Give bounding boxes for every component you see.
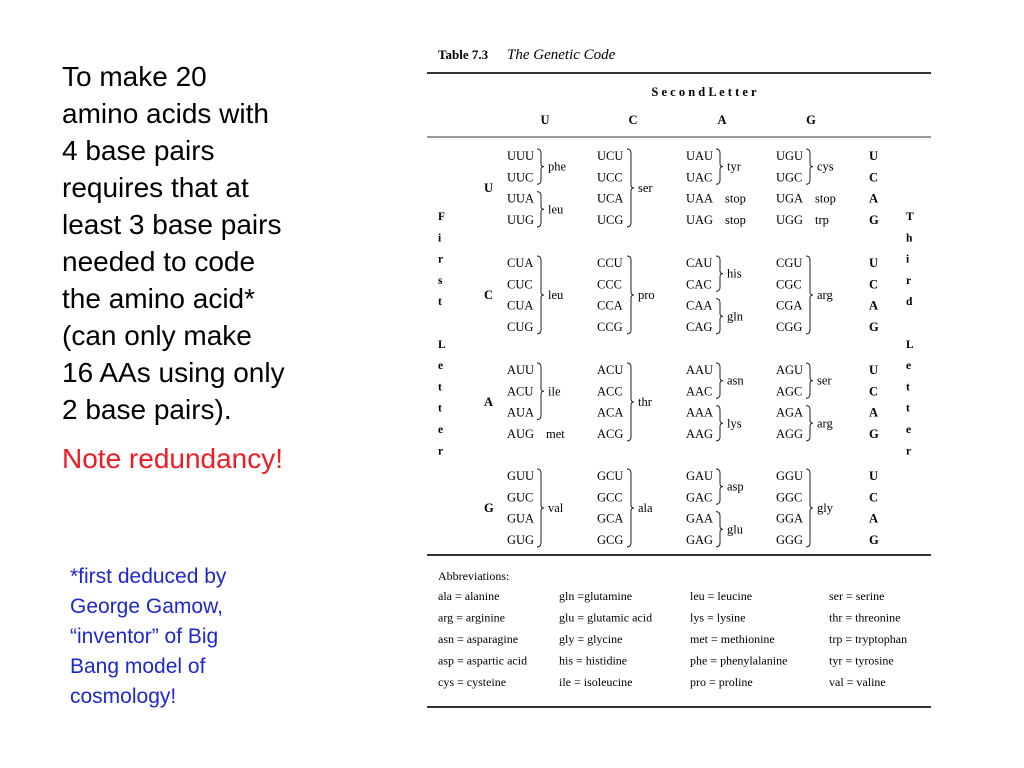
- first-letter-C: C: [484, 287, 494, 302]
- codon-GCU: GCU: [597, 469, 624, 483]
- codon-ACU: ACU: [507, 384, 534, 399]
- amino-acid-stop: stop: [815, 191, 836, 206]
- amino-acid-thr: thr: [638, 394, 652, 409]
- genetic-code-table: [424, 40, 939, 715]
- codon-ACA: ACA: [597, 405, 624, 420]
- codon-ACC: ACC: [597, 384, 623, 399]
- codon-UUA: UUA: [507, 191, 535, 206]
- codon-UGC: UGC: [776, 170, 803, 185]
- third-letter-side-label: t: [906, 402, 910, 415]
- codon-brace: [716, 149, 723, 184]
- codon-CAA: CAA: [686, 298, 713, 313]
- third-letter-side-label: r: [906, 445, 912, 458]
- codon-UGU: UGU: [776, 149, 804, 163]
- codon-UAG: UAG: [686, 212, 714, 227]
- abbreviation-entry: asn = asparagine: [438, 632, 519, 646]
- third-letter-A: A: [869, 191, 879, 206]
- main-line: requires that at: [62, 172, 249, 203]
- third-letter-side-label: d: [906, 296, 913, 309]
- codon-brace: [806, 363, 813, 398]
- main-line: the amino acid*: [62, 283, 256, 314]
- abbreviation-entry: tyr = tyrosine: [829, 653, 894, 668]
- codon-ACG: ACG: [597, 426, 624, 441]
- codon-brace: [537, 256, 544, 334]
- codon-CGG: CGG: [776, 319, 803, 334]
- codon-CCA: CCA: [597, 298, 623, 313]
- first-letter-side-label: s: [438, 274, 443, 287]
- second-letter-G: G: [806, 113, 816, 127]
- table-title: The Genetic Code: [507, 47, 616, 63]
- codon-CUC: CUC: [507, 277, 533, 292]
- first-letter-side-label: L: [438, 338, 446, 351]
- third-letter-side-label: e: [906, 424, 912, 436]
- third-letter-U: U: [869, 469, 879, 483]
- codon-brace: [716, 299, 723, 334]
- first-letter-G: G: [484, 500, 494, 515]
- amino-acid-gly: gly: [817, 500, 833, 515]
- third-letter-U: U: [869, 149, 879, 163]
- codon-UUU: UUU: [507, 149, 535, 163]
- amino-acid-glu: glu: [727, 522, 743, 537]
- codon-GUC: GUC: [507, 490, 534, 505]
- amino-acid-asp: asp: [727, 479, 744, 494]
- amino-acid-ala: ala: [638, 500, 653, 515]
- codon-UCC: UCC: [597, 170, 623, 185]
- third-letter-A: A: [869, 405, 879, 420]
- amino-acid-stop: stop: [725, 191, 746, 206]
- codon-UGA: UGA: [776, 191, 804, 206]
- amino-acid-cys: cys: [817, 159, 834, 174]
- codon-CCC: CCC: [597, 277, 623, 292]
- third-letter-G: G: [869, 212, 879, 227]
- note-redundancy: Note redundancy!: [62, 443, 284, 474]
- abbreviation-entry: pro = proline: [690, 675, 753, 689]
- first-letter-side-label: F: [438, 211, 446, 223]
- first-letter-side-label: t: [438, 296, 442, 309]
- codon-AAU: AAU: [686, 363, 714, 377]
- codon-GAA: GAA: [686, 511, 714, 526]
- main-line: 4 base pairs: [62, 135, 215, 166]
- amino-acid-gln: gln: [727, 309, 743, 324]
- codon-CUA: CUA: [507, 298, 534, 313]
- codon-UAA: UAA: [686, 191, 714, 206]
- third-letter-side-label: r: [906, 274, 912, 287]
- codon-UCG: UCG: [597, 212, 624, 227]
- amino-acid-leu: leu: [548, 287, 564, 302]
- third-letter-side-label: i: [906, 253, 910, 266]
- abbreviation-entry: gln =glutamine: [559, 589, 633, 603]
- codon-CGU: CGU: [776, 256, 803, 270]
- third-letter-C: C: [869, 490, 879, 505]
- codon-GGC: GGC: [776, 490, 803, 505]
- third-letter-side-label: T: [906, 211, 914, 223]
- amino-acid-phe: phe: [548, 159, 567, 174]
- abbreviation-entry: phe = phenylalanine: [690, 653, 788, 668]
- amino-acid-arg: arg: [817, 287, 833, 302]
- codon-brace: [716, 363, 723, 398]
- amino-acid-tyr: tyr: [727, 159, 741, 174]
- codon-brace: [537, 149, 544, 184]
- codon-CAG: CAG: [686, 319, 713, 334]
- codon-GCA: GCA: [597, 511, 624, 526]
- codon-GGU: GGU: [776, 469, 804, 483]
- codon-UCA: UCA: [597, 191, 624, 206]
- footnote-line: “inventor” of Big: [70, 625, 219, 648]
- codon-UAU: UAU: [686, 149, 714, 163]
- codon-UUG: UUG: [507, 212, 535, 227]
- main-text-block: [62, 58, 352, 477]
- first-letter-side-label: r: [438, 445, 444, 458]
- codon-AUA: AUA: [507, 405, 535, 420]
- amino-acid-ile: ile: [548, 384, 561, 399]
- second-letter-C: C: [628, 113, 638, 127]
- main-line: 2 base pairs).: [62, 394, 232, 425]
- footnote-line: cosmology!: [70, 685, 177, 708]
- main-line: To make 20: [62, 61, 207, 92]
- codon-AGC: AGC: [776, 384, 803, 399]
- codon-brace: [537, 192, 544, 227]
- codon-brace: [716, 469, 723, 504]
- abbreviation-entry: ala = alanine: [438, 589, 500, 603]
- third-letter-side-label: e: [906, 360, 912, 373]
- amino-acid-his: his: [727, 266, 742, 281]
- third-letter-side-label: L: [906, 338, 914, 351]
- third-letter-G: G: [869, 319, 879, 334]
- codon-CGC: CGC: [776, 277, 802, 292]
- codon-GUU: GUU: [507, 469, 535, 483]
- first-letter-side-label: r: [438, 253, 444, 266]
- first-letter-A: A: [484, 394, 494, 409]
- third-letter-U: U: [869, 363, 879, 377]
- codon-CGA: CGA: [776, 298, 803, 313]
- amino-acid-stop: stop: [725, 212, 746, 227]
- abbreviation-entry: gly = glycine: [559, 632, 623, 646]
- abbreviation-entry: val = valine: [829, 675, 886, 689]
- codon-CAU: CAU: [686, 256, 713, 270]
- footnote-line: George Gamow,: [70, 595, 223, 618]
- footnote-line: *first deduced by: [70, 565, 227, 588]
- abbreviation-entry: glu = glutamic acid: [559, 610, 653, 625]
- table-label: Table 7.3: [438, 47, 489, 62]
- third-letter-G: G: [869, 532, 879, 547]
- codon-CCG: CCG: [597, 319, 623, 334]
- codon-AUG: AUG: [507, 426, 535, 441]
- codon-UAC: UAC: [686, 170, 713, 185]
- abbreviation-entry: cys = cysteine: [438, 675, 507, 689]
- codon-AGG: AGG: [776, 426, 804, 441]
- codon-brace: [806, 406, 813, 441]
- amino-acid-asn: asn: [727, 373, 744, 388]
- codon-GUG: GUG: [507, 532, 535, 547]
- abbreviation-entry: ile = isoleucine: [559, 675, 633, 689]
- third-letter-side-label: h: [906, 232, 913, 245]
- main-line: amino acids with: [62, 98, 269, 129]
- third-letter-C: C: [869, 277, 879, 292]
- codon-CUG: CUG: [507, 319, 534, 334]
- footnote-line: Bang model of: [70, 655, 206, 678]
- abbreviation-entry: asp = aspartic acid: [438, 653, 528, 668]
- abbreviation-entry: trp = tryptophan: [829, 632, 908, 646]
- codon-UCU: UCU: [597, 149, 624, 163]
- codon-brace: [806, 149, 813, 184]
- main-line: least 3 base pairs: [62, 209, 282, 240]
- codon-CUA: CUA: [507, 256, 534, 270]
- codon-AAC: AAC: [686, 384, 713, 399]
- amino-acid-leu: leu: [548, 202, 564, 217]
- main-line: (can only make: [62, 320, 252, 351]
- first-letter-side-label: t: [438, 381, 442, 394]
- third-letter-A: A: [869, 298, 879, 313]
- amino-acid-ser: ser: [817, 373, 832, 388]
- amino-acid-trp: trp: [815, 212, 829, 227]
- first-letter-side-label: i: [438, 232, 442, 245]
- codon-ACU: ACU: [597, 363, 624, 377]
- codon-GAG: GAG: [686, 532, 714, 547]
- codon-CAC: CAC: [686, 277, 712, 292]
- first-letter-side-label: t: [438, 402, 442, 415]
- footnote-block: [70, 562, 280, 712]
- amino-acid-val: val: [548, 500, 564, 515]
- codon-brace: [627, 149, 634, 227]
- codon-GGA: GGA: [776, 511, 804, 526]
- abbreviation-entry: leu = leucine: [690, 589, 753, 603]
- codon-AAA: AAA: [686, 405, 714, 420]
- codon-brace: [806, 256, 813, 334]
- codon-brace: [627, 363, 634, 441]
- codon-GAC: GAC: [686, 490, 713, 505]
- second-letter-U: U: [540, 113, 550, 127]
- amino-acid-met: met: [546, 426, 565, 441]
- codon-AGU: AGU: [776, 363, 804, 377]
- codon-brace: [537, 363, 544, 420]
- first-letter-side-label: e: [438, 360, 444, 373]
- third-letter-C: C: [869, 384, 879, 399]
- codon-GUA: GUA: [507, 511, 535, 526]
- abbreviation-entry: thr = threonine: [829, 610, 901, 625]
- codon-AAG: AAG: [686, 426, 714, 441]
- codon-AGA: AGA: [776, 405, 804, 420]
- abbreviation-entry: lys = lysine: [690, 610, 746, 625]
- abbreviations-title: Abbreviations:: [438, 569, 510, 583]
- codon-CCU: CCU: [597, 256, 623, 270]
- codon-brace: [716, 406, 723, 441]
- codon-brace: [716, 512, 723, 547]
- codon-UUC: UUC: [507, 170, 534, 185]
- amino-acid-lys: lys: [727, 416, 742, 431]
- abbreviation-entry: ser = serine: [829, 589, 885, 603]
- abbreviation-entry: his = histidine: [559, 653, 628, 668]
- codon-GAU: GAU: [686, 469, 714, 483]
- main-line: 16 AAs using only: [62, 357, 285, 388]
- abbreviation-entry: arg = arginine: [438, 610, 505, 625]
- codon-brace: [806, 469, 813, 547]
- abbreviation-entry: met = methionine: [690, 632, 775, 646]
- first-letter-U: U: [484, 180, 494, 195]
- codon-GGG: GGG: [776, 532, 804, 547]
- main-line: needed to code: [62, 246, 256, 277]
- third-letter-G: G: [869, 426, 879, 441]
- third-letter-U: U: [869, 256, 879, 270]
- codon-brace: [716, 256, 723, 291]
- second-letter-A: A: [717, 113, 727, 127]
- codon-brace: [627, 469, 634, 547]
- codon-GCC: GCC: [597, 490, 623, 505]
- amino-acid-ser: ser: [638, 180, 653, 195]
- amino-acid-arg: arg: [817, 416, 833, 431]
- third-letter-side-label: t: [906, 381, 910, 394]
- first-letter-side-label: e: [438, 424, 444, 436]
- third-letter-A: A: [869, 511, 879, 526]
- second-letter-header: S e c o n d L e t t e r: [651, 85, 757, 99]
- codon-UGG: UGG: [776, 212, 804, 227]
- codon-GCG: GCG: [597, 532, 624, 547]
- codon-brace: [537, 469, 544, 547]
- codon-AUU: AUU: [507, 363, 535, 377]
- amino-acid-pro: pro: [638, 287, 655, 302]
- third-letter-C: C: [869, 170, 879, 185]
- codon-brace: [627, 256, 634, 334]
